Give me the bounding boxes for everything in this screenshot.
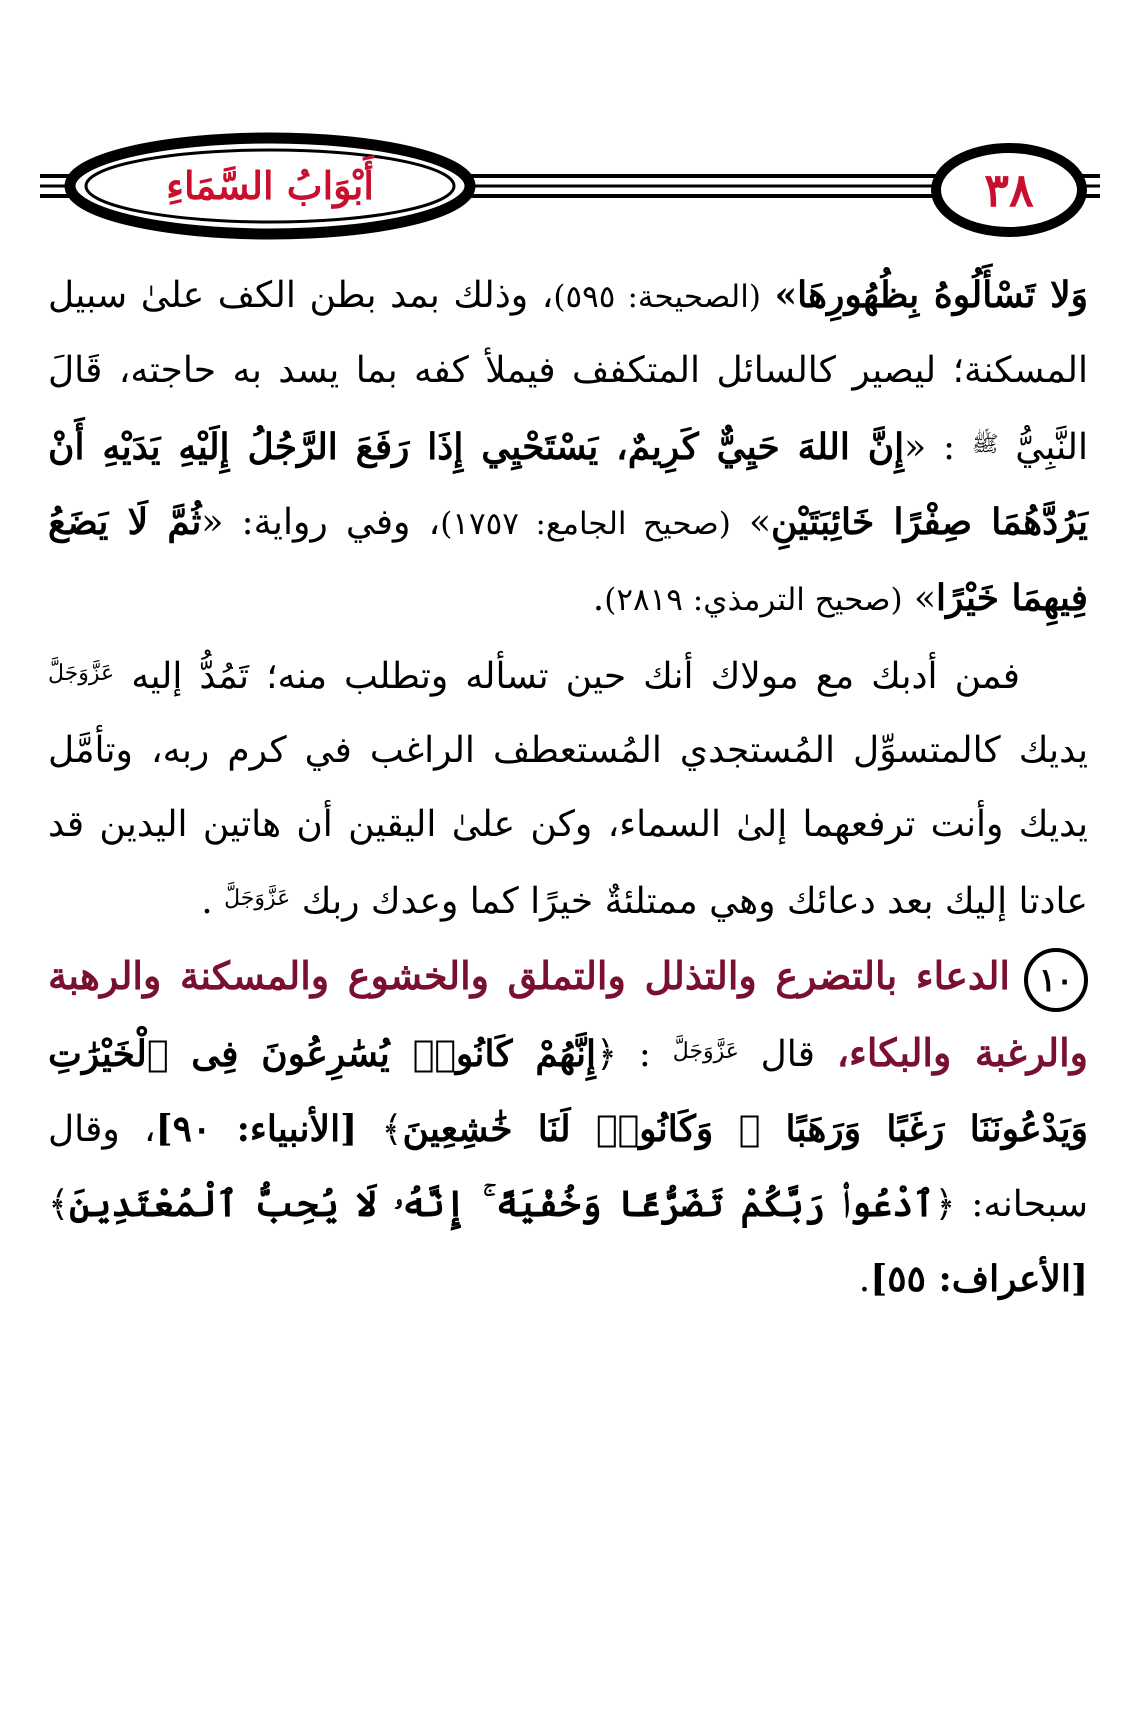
- honorific-glyph: عَزَّوَجَلَّ: [224, 886, 291, 911]
- body-text: ﴾: [48, 1184, 70, 1225]
- body-text: يديك كالمتسوِّل المُستجدي المُستعطف الراغب في كرم ربه، وتأمَّل يديك وأنت ترفعهما إلىٰ السماء، وكن علىٰ اليقين أن هاتين اليدين قد عادتا إليك بعد دعائك وهي ممتلئةٌ خيرًا كما وعدك ربك: [48, 730, 1088, 922]
- page-body: [48, 258, 1088, 1317]
- honorific-glyph: عَزَّوَجَلَّ: [48, 661, 115, 686]
- section-number-badge: ١٠: [1024, 948, 1088, 1012]
- honorific-glyph: عَزَّوَجَلَّ: [672, 1039, 739, 1064]
- body-text: فمن أدبك مع مولاك أنك حين تسأله وتطلب منه؛ تَمُدُّ إليه: [131, 656, 1020, 697]
- quran-verse: ٱدْعُوا۟ رَبَّكُمْ تَضَرُّعًا وَخُفْيَةً ۚ إِنَّهُۥ لَا يُحِبُّ ٱلْمُعْتَدِينَ: [69, 1183, 935, 1225]
- body-text: »: [748, 502, 771, 543]
- section-10: [48, 939, 1088, 1317]
- hadith-text: وَلا تَسْأَلُوهُ بِظُهُورِهَا»: [774, 274, 1088, 316]
- paragraph-reflection: [48, 637, 1088, 939]
- citation: (صحيح الجامع: ١٧٥٧): [440, 506, 731, 542]
- book-title: أَبْوَابُ السَّمَاءِ: [166, 162, 374, 208]
- quran-verse: إِنَّهُمْ كَانُوا۟ يُسَٰرِعُونَ فِى ٱلْخَيْرَٰتِ وَيَدْعُونَنَا رَغَبًا وَرَهَبًا ۖ وَكَانُوا۟ لَنَا خَٰشِعِينَ: [48, 1033, 1089, 1150]
- salutation-glyph: ﷺ: [971, 432, 999, 457]
- page-number: ٣٨: [984, 163, 1034, 217]
- citation: (الصحيحة: ٥٩٥): [553, 279, 761, 315]
- hadith-text: إِنَّ اللهَ حَيِيٌّ كَرِيمٌ، يَسْتَحْيِي إِذَا رَفَعَ الرَّجُلُ إِلَيْهِ يَدَيْهِ أَنْ يَرُدَّهُمَا صِفْرًا خَائِبَتَيْنِ: [48, 426, 1088, 543]
- body-text: : «: [904, 427, 956, 468]
- body-text: ﴾: [381, 1109, 403, 1150]
- body-text: ، وفي رواية: «: [201, 502, 441, 543]
- paragraph-hadith: [48, 258, 1088, 637]
- body-text: قال: [760, 1034, 815, 1075]
- citation: (صحيح الترمذي: ٢٨١٩): [604, 582, 903, 618]
- verse-reference: [الأعراف: ٥٥]: [870, 1258, 1088, 1300]
- section-heading: الدعاء بالتضرع والتذلل والتملق والخشوع والمسكنة والرهبة والرغبة والبكاء،: [48, 953, 1089, 1075]
- page-header: [0, 0, 1132, 240]
- body-text: : ﴿: [595, 1034, 651, 1075]
- body-text: ، وقال سبحانه: ﴿: [48, 1109, 1088, 1225]
- body-text: .: [858, 1259, 871, 1300]
- hadith-text: ثُمَّ لَا يَضَعُ فِيهِمَا خَيْرًا: [48, 501, 1088, 619]
- body-text: .: [592, 578, 605, 619]
- body-text: ، وذلك بمد بطن الكف علىٰ سبيل المسكنة؛ ليصير كالسائل المتكفف فيملأ كفه بما يسد به حاجته، قَالَ النَّبِيُّ: [48, 275, 1088, 468]
- body-text: »: [914, 578, 937, 619]
- body-text: .: [201, 881, 213, 922]
- verse-reference: [الأنبياء: ٩٠]: [155, 1108, 358, 1150]
